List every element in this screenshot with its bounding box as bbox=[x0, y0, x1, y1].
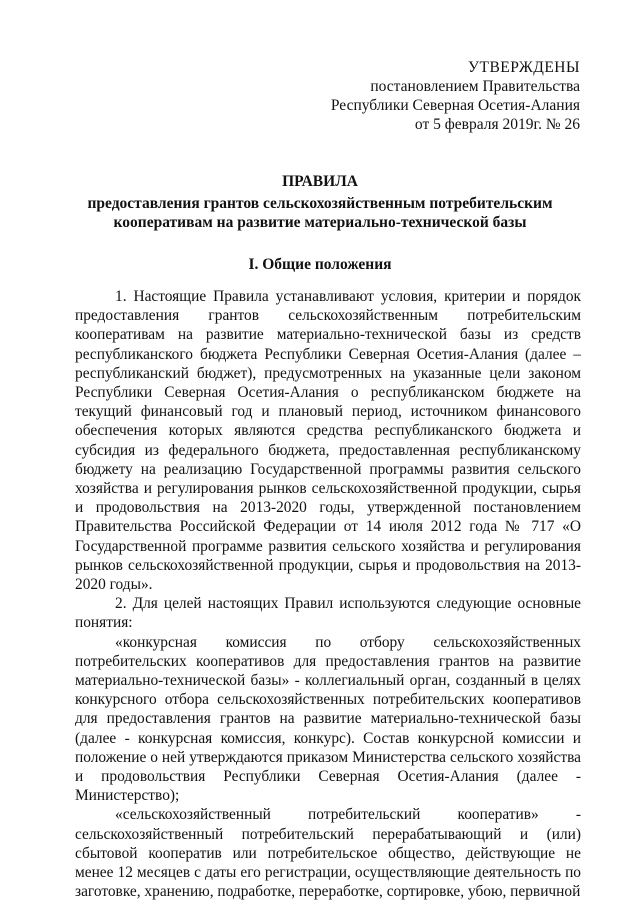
approval-line-1: постановлением Правительства bbox=[370, 78, 580, 95]
approval-line-2: Республики Северная Осетия-Алания bbox=[330, 97, 580, 114]
definition-1: «конкурсная комиссия по отбору сельскохозяйственных потребительских кооперативов для предоставления грантов на развитие материально-технической базы» - коллегиальный орган, созданный в целях конкурсного отбора сельскохозяйственных потребительских кооперативов для предоставления грантов на развитие материально-технической базы (далее - конкурсная комиссия, конкурс). Состав конкурсной комиссии и положение о ней утверждаются приказом Министерства сельского хозяйства и продовольствия Республики Северная Осетия-Алания (далее - Министерство); bbox=[75, 633, 581, 805]
section-heading: I. Общие положения bbox=[248, 256, 392, 273]
title-block bbox=[80, 172, 560, 233]
paragraph-2: 2. Для целей настоящих Правил используются следующие основные понятия: bbox=[75, 595, 581, 632]
document-subtitle: предоставления грантов сельскохозяйственным потребительским кооперативам на развитие материально-технической базы bbox=[87, 194, 553, 231]
document-body bbox=[75, 287, 581, 902]
approval-block bbox=[331, 58, 580, 134]
document-title: ПРАВИЛА bbox=[282, 173, 358, 190]
definition-2: «сельскохозяйственный потребительский кооператив» - сельскохозяйственный потребительский перерабатывающий и (или) сбытовой кооператив или потребительское общество, действующие не менее 12 месяцев с даты его регистрации, осуществляющие деятельность по заготовке, хранению, подработке, переработке, сортировке, убою, первичной bbox=[75, 806, 581, 901]
approval-heading: УТВЕРЖДЕНЫ bbox=[468, 59, 580, 76]
approval-line-3: от 5 февраля 2019г. № 26 bbox=[414, 116, 580, 133]
paragraph-1: 1. Настоящие Правила устанавливают условия, критерии и порядок предоставления грантов сельскохозяйственным потребительским кооперативам на развитие материально-технической базы из средств республиканского бюджета Республики Северная Осетия-Алания (далее – республиканский бюджет), предусмотренных на указанные цели законом Республики Северная Осетия-Алания о республиканском бюджете на текущий финансовый год и плановый период, источником финансового обеспечения которых являются средства республиканского бюджета и субсидия из федерального бюджета, предоставленная республиканскому бюджету на реализацию Государственной программы развития сельского хозяйства и регулирования рынков сельскохозяйственной продукции, сырья и продовольствия на 2013-2020 годы, утвержденной постановлением Правительства Российской Федерации от 14 июля 2012 года № 717 «О Государственной программе развития сельского хозяйства и регулирования рынков сельскохозяйственной продукции, сырья и продовольствия на 2013-2020 годы». bbox=[75, 288, 581, 594]
